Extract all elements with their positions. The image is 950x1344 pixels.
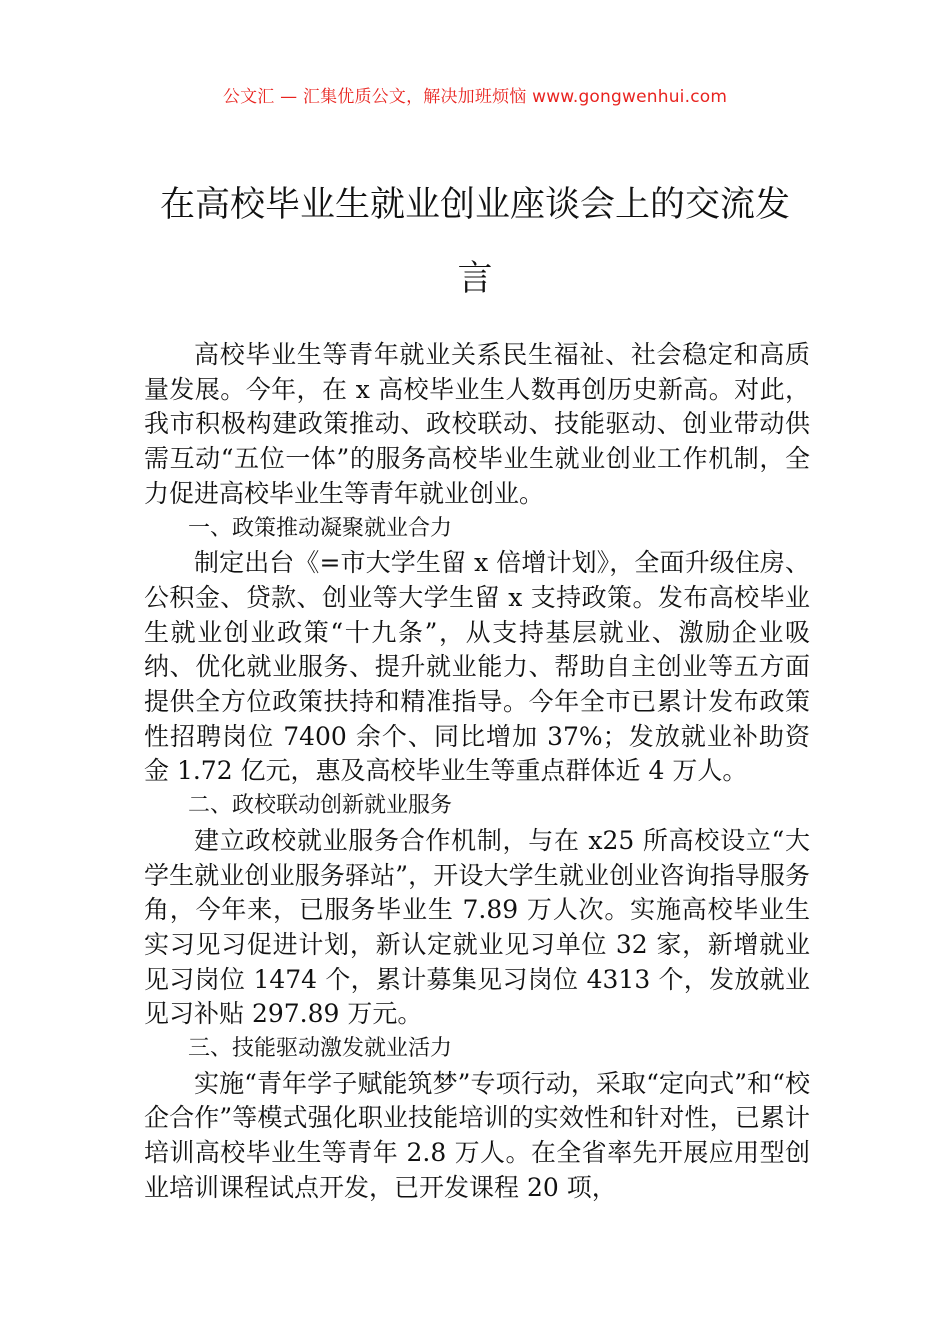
section-1-paragraph: 制定出台《=市大学生留 x 倍增计划》，全面升级住房、公积金、贷款、创业等大学生留 x 支持政策。发布高校毕业生就业创业政策“十九条”，从支持基层就业、激励企业吸纳、优化就业服务、提升就业能力、帮助自主创业等五方面提供全方位政策扶持和精准指导。今年全市已累计发布政策性招聘岗位 7400 余个、同比增加 37%；发放就业补助资金 1.72 亿元，惠及高校毕业生等重点群体近 4 万人。 [144,548,810,786]
section-heading-2: 二、政校联动创新就业服务 [188,793,453,819]
document-body [144,338,810,1206]
section-heading-3: 三、技能驱动激发就业活力 [188,1036,453,1062]
section-2-paragraph: 建立政校就业服务合作机制，与在 x25 所高校设立“大学生就业创业服务驿站”，开设大学生就业创业咨询指导服务角，今年来，已服务毕业生 7.89 万人次。实施高校毕业生实习见习促进计划，新认定就业见习单位 32 家，新增就业见习岗位 1474 个，累计募集见习岗位 4313 个，发放就业见习补贴 297.89 万元。 [144,825,810,1029]
document-title: 在高校毕业生就业创业座谈会上的交流发言 [159,185,790,299]
site-header-banner: 公文汇 — 汇集优质公文，解决加班烦恼 www.gongwenhui.com [222,87,728,107]
section-heading-1: 一、政策推动凝聚就业合力 [188,515,453,541]
section-3-paragraph: 实施“青年学子赋能筑梦”专项行动，采取“定向式”和“校企合作”等模式强化职业技能培训的实效性和针对性，已累计培训高校毕业生等青年 2.8 万人。在全省率先开展应用型创业培训课程试点开发，已开发课程 20 项， [144,1068,810,1202]
intro-paragraph: 高校毕业生等青年就业关系民生福祉、社会稳定和高质量发展。今年，在 x 高校毕业生人数再创历史新高。对此，我市积极构建政策推动、政校联动、技能驱动、创业带动供需互动“五位一体”的服务高校毕业生就业创业工作机制，全力促进高校毕业生等青年就业创业。 [144,340,810,508]
